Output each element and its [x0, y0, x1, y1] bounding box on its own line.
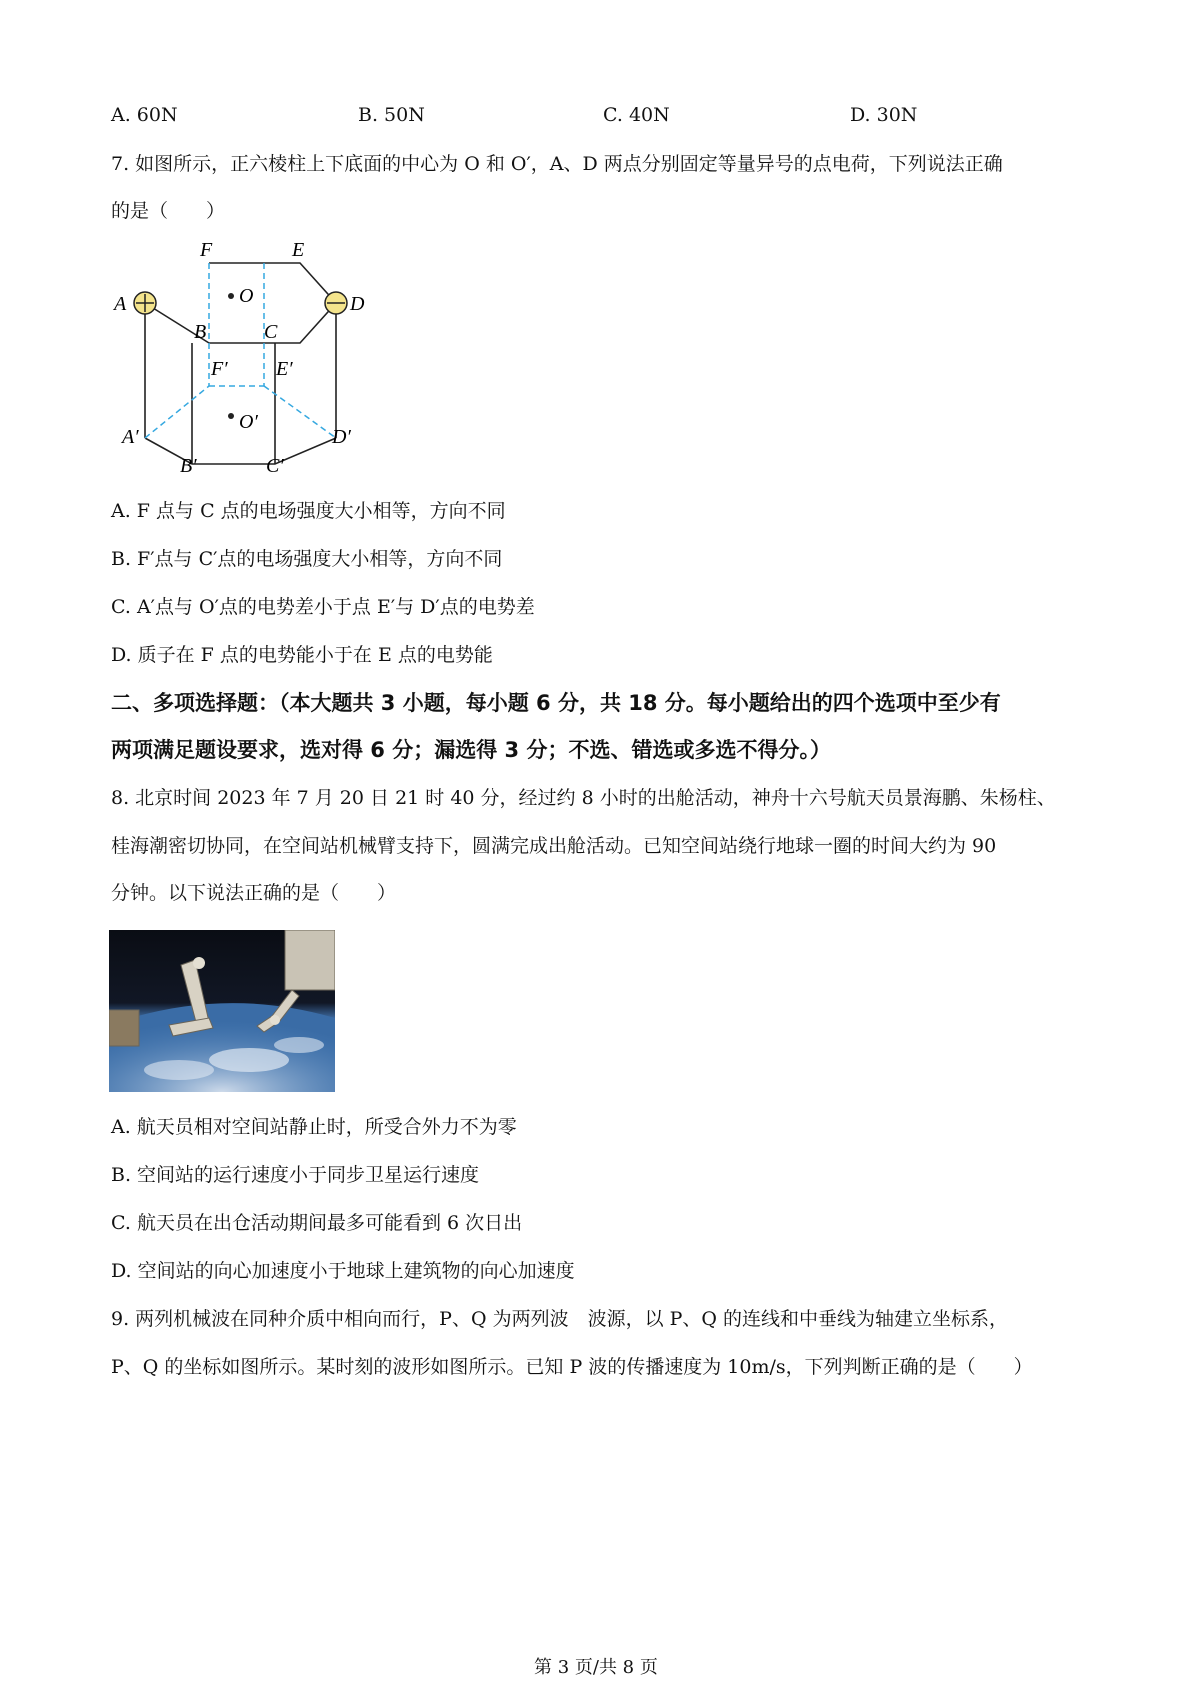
- q8-stem-line3: 分钟。以下说法正确的是（ ）: [111, 882, 397, 904]
- label-o1: O′: [239, 411, 258, 433]
- q7-option-c: C. A′点与 O′点的电势差小于点 E′与 D′点的电势差: [111, 596, 535, 618]
- q6-option-c: C. 40N: [603, 104, 670, 126]
- label-d1: D′: [332, 426, 351, 448]
- label-d: D: [350, 293, 365, 315]
- q7-option-b: B. F′点与 C′点的电场强度大小相等，方向不同: [111, 548, 503, 570]
- label-o: O: [239, 285, 254, 307]
- q8-option-d: D. 空间站的向心加速度小于地球上建筑物的向心加速度: [111, 1260, 575, 1282]
- q6-option-d: D. 30N: [850, 104, 918, 126]
- q9-stem-line2: P、Q 的坐标如图所示。某时刻的波形如图所示。已知 P 波的传播速度为 10m/s，下列判断正确的是（ ）: [111, 1356, 1033, 1378]
- q9-stem-line1: 9. 两列机械波在同种介质中相向而行，P、Q 为两列波 波源，以 P、Q 的连线和中垂线为轴建立坐标系，: [111, 1308, 1009, 1330]
- q8-option-b: B. 空间站的运行速度小于同步卫星运行速度: [111, 1164, 480, 1186]
- q6-option-b: B. 50N: [358, 104, 425, 126]
- q7-stem-line2: 的是（ ）: [111, 200, 226, 222]
- hexagonal-prism-figure: [108, 238, 370, 476]
- label-b1: B′: [180, 455, 197, 476]
- positive-charge-icon: [134, 292, 156, 314]
- center-o-point: [228, 293, 234, 299]
- page-footer: 第 3 页/共 8 页: [534, 1657, 658, 1678]
- q7-stem-line1: 7. 如图所示，正六棱柱上下底面的中心为 O 和 O′，A、D 两点分别固定等量异号的点电荷，下列说法正确: [111, 153, 1003, 175]
- label-a: A: [114, 293, 127, 315]
- q8-option-c: C. 航天员在出仓活动期间最多可能看到 6 次日出: [111, 1212, 523, 1234]
- center-o1-point: [228, 413, 234, 419]
- label-a1: A′: [122, 426, 139, 448]
- q6-option-a: A. 60N: [111, 104, 178, 126]
- label-f: F: [200, 239, 213, 261]
- label-e1: E′: [276, 358, 293, 380]
- label-f1: F′: [211, 358, 228, 380]
- label-e: E: [292, 239, 305, 261]
- q7-option-d: D. 质子在 F 点的电势能小于在 E 点的电势能: [111, 644, 493, 666]
- section2-heading-line1: 二、多项选择题：（本大题共 3 小题，每小题 6 分，共 18 分。每小题给出的四个选项中至少有: [111, 691, 1001, 715]
- q7-option-a: A. F 点与 C 点的电场强度大小相等，方向不同: [111, 500, 506, 522]
- section2-heading-line2: 两项满足题设要求，选对得 6 分；漏选得 3 分；不选、错选或多选不得分。）: [111, 738, 831, 762]
- q8-stem-line2: 桂海潮密切协同，在空间站机械臂支持下，圆满完成出舱活动。已知空间站绕行地球一圈的时间大约为 90: [111, 835, 997, 857]
- label-c: C: [264, 321, 278, 343]
- space-station-robotic-arm-photo: [109, 930, 335, 1092]
- q8-stem-line1: 8. 北京时间 2023 年 7 月 20 日 21 时 40 分，经过约 8 小时的出舱活动，神舟十六号航天员景海鹏、朱杨柱、: [111, 787, 1056, 809]
- q8-option-a: A. 航天员相对空间站静止时，所受合外力不为零: [111, 1116, 517, 1138]
- negative-charge-icon: [325, 292, 347, 314]
- label-c1: C′: [266, 455, 284, 476]
- label-b: B: [194, 321, 207, 343]
